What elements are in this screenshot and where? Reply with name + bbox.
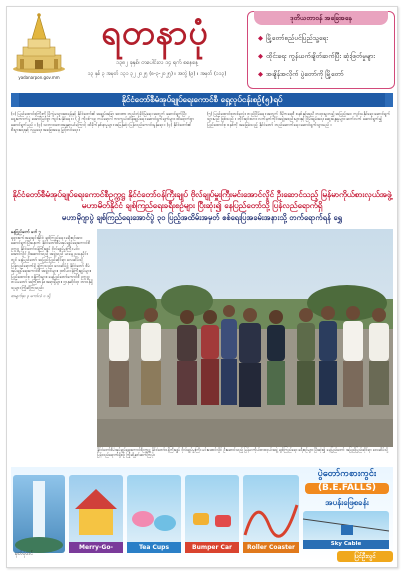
contents-heading: ဒုတိယတာဝန် အခြေအနေ xyxy=(254,11,388,25)
person-figure xyxy=(109,306,129,407)
bullet-icon: ◆ xyxy=(258,70,263,78)
logo-website: yadanarpon.gov.mm xyxy=(18,75,60,80)
publication-date: ၁၃၈၂ ခုနှစ်၊ တပေါင်းလ ၁၄ ရက် စနေနေ့ xyxy=(115,60,199,66)
newspaper-front-page xyxy=(6,6,398,568)
promo-city: ပြင်ဦးလွင် xyxy=(337,551,393,562)
promo-photo-sky-cable xyxy=(303,511,389,549)
objectives-text xyxy=(11,111,393,181)
promo-photo-merry-go-round xyxy=(69,475,123,562)
promo-photo-tea-cups xyxy=(127,475,181,553)
headline-line: မဟာမိတ်နိုင်ငံ ချစ်ကြည်ရေးခရီးစဉ်များ ပြီးဆုံး၍ နေပြည်တော်သို့ ပြန်လည်ရောက်ရှိ xyxy=(81,201,323,210)
promo-tile-label: Bumper Car xyxy=(185,542,239,553)
airport-welcome-photo xyxy=(97,229,393,447)
bullet-icon: ◆ xyxy=(258,52,263,60)
photo-caption: နိုင်ငံတော်စီမံအုပ်ချုပ်ရေးကောင်စီဥက္ကဋ္ဌ နိုင်ငံတော်ဝန်ကြီးချုပ် ဗိုလ်ချုပ်မှူးကြီး မင်းအောင်လှိုင် ဦးဆောင်သည့် မြန်မာကိုယ်စားလှယ်အဖွဲ့ ချစ်ကြည်ရေး ခရီးစဉ်များ ပြီးဆုံး၍ နေပြည်တော် အပြည်ပြည်ဆိုင်ရာ လေဆိပ်သို့ ပြန်လည်ရောက်ရှိစဉ် ကြိုဆိုနှုတ်ဆက်ကြပုံ။ xyxy=(97,447,388,457)
objectives-column-left: (၁) ပြည်ထောင်စုကြီးကို ပြိုကွဲမသွားစေရန်နှင့် နိုင်ငံတော်၏ အချုပ်အခြာ အာဏာ တည်တံ့ခိုင်မြဲရေး အတွက် ဆောင်ရွက်ပြီး ရွေးကောက်ပွဲ အောင်မြင်စွာ ကျင်းပနိုင်ရေး ။ (၂) ကိုဗစ်-၁၉ ကပ်ရောဂါ ကာကွယ်ထိန်းချုပ်ရေး ဆောင်ရွက်ချက်များ ထိရောက်စွာ ဆောင်ရွက်မည် ။ (၃) သဘာဝဘေးအန္တရာယ်ကြောင့် ထိခိုက်နစ်နာမှုများ အမြန်ဆုံး ပြန်လည်ကောင်းမွန်ရေး ။ (၄) နိုင်ငံတော်၏ စီးပွားရေးနှင့် လူမှုရေး အခြေအနေ မြှင့်တင်ရေး ။ xyxy=(11,111,195,133)
person-figure xyxy=(221,305,237,405)
promo-photo-waterfall xyxy=(13,475,65,553)
contents-item[interactable]: ◆ မြို့တော်စည်ပင်ပြည်သူ့ရေး xyxy=(258,34,328,42)
issue-info: ၁၃ နှစ် ၃ အမှတ် ၁၃၁ ၃၂ ၂၀၂၅ (၈-၃-၂၀၂၅) ။ အတွဲ (၉) ။ အမှတ် (၁၁၃) xyxy=(87,71,227,77)
objectives-column-right: (၅) ပြည်ထောင်စုတစ်ခုလုံး တည်ငြိမ်ရေး အတွက် ဒီမိုကရေစီ စနစ်နှင့်အညီ တရားမျှတ၍ အပြည့်အဝ ကျင်းပနိုင်ရေး ဆောင်ရွက်သွားမည် ဖြစ်သည် ။ တိုင်းရင်းသား လက်နက်ကိုင်အဖွဲ့အစည်းများနှင့် ငြိမ်းချမ်းရေး ဆွေးနွေးမှုများ ဆက်လက် ဆောင်ရွက်၍ ပြည်ထောင်စု စနစ်ကို အခြေခံသည့် နိုင်ငံတော် တည်ဆောက်ရေး ဆောင်ရွက်သွားမည် ။ xyxy=(207,111,391,127)
continued-note: စာမျက်နှာ ၃ ကော်လံ ၁ သို့ xyxy=(11,292,51,298)
article-dateline: နေပြည်တော် မတ် ၇ xyxy=(11,229,41,234)
contents-item[interactable]: ◆ ထိုင်းရေး ကွန်ယက်ချိတ်ဆက်ပြီး ဆုံးဖြတ်မှုများ xyxy=(258,52,375,60)
newspaper-logo xyxy=(11,11,67,87)
promo-subtitle: အပန်းဖြေစခန်း xyxy=(325,498,369,507)
promo-tile-label: Tea Cups xyxy=(127,542,181,553)
main-headline[interactable] xyxy=(11,189,393,227)
promo-photo-bumper-car xyxy=(185,475,239,553)
news-photo[interactable] xyxy=(97,229,393,447)
article-body xyxy=(11,229,93,461)
contents-item[interactable]: ◆ အချိန်အလိုက် ပွဲတော်ကို မြို့တော် xyxy=(258,70,344,78)
objectives-title: နိုင်ငံတော်စီမံအုပ်ချုပ်ရေးကောင်စီ ရှေ့လုပ်ငန်းစဉ်(၅)ရပ် xyxy=(19,93,385,107)
contents-box xyxy=(247,11,395,89)
article-text: ရုရှားဖက်ဒရေးရှင်းနိုင်ငံ ချစ်ကြည်ရေး ခရီးစဉ်အား ဆောင်ရွက်ပြီးနောက် နိုင်ငံတော်စီမံအုပ်ချုပ်ရေးကောင်စီ ဥက္ကဋ္ဌ နိုင်ငံတော်ဝန်ကြီးချုပ် ဗိုလ်ချုပ်မှူးကြီး မင်းအောင်လှိုင် ဦးဆောင်သည့် အဖွဲ့သည် ယနေ့ ညနေပိုင်းတွင် နေပြည်တော် အပြည်ပြည်ဆိုင်ရာ လေဆိပ်သို့ ပြန်လည်ရောက်ရှိ ခဲ့ကြသည်။ လေဆိပ်၌ နိုင်ငံတော် စီမံအုပ်ချုပ်ရေးကောင်စီ အဖွဲ့ဝင်များ၊ ဒုတိယဝန်ကြီးချုပ်များ၊ ပြည်ထောင်စု ဝန်ကြီးများ၊ နေပြည်တော်ကောင်စီ ဥက္ကဋ္ဌ၊ တပ်မတော် အကြီးတန်း အရာရှိများ၊ ဌာနဆိုင်ရာ တာဝန်ရှိသူများ ကြိုဆိုကြသည်။ xyxy=(11,234,93,290)
objectives-banner xyxy=(11,93,393,107)
headline-line: နိုင်ငံတော်စီမံအုပ်ချုပ်ရေးကောင်စီဥက္ကဋ္ဌ နိုင်ငံတော်ဝန်ကြီးချုပ် ဗိုလ်ချုပ်မှူးကြီးမင်းအောင်လှိုင် ဦးဆောင်သည့် မြန်မာကိုယ်စားလှယ်အဖွဲ့ xyxy=(12,190,392,199)
promo-title: ပွဲတော်ကစားကွင်း xyxy=(317,469,377,479)
bullet-icon: ◆ xyxy=(258,34,263,42)
pagoda-emblem-icon xyxy=(11,11,67,75)
promo-name: (B.E.FALLS) xyxy=(305,483,389,494)
promo-note: မှတ်ပုံတင် xyxy=(15,551,34,557)
promo-photo-roller-coaster xyxy=(243,475,299,553)
promo-tile-label: Merry-Go-Round xyxy=(69,542,123,553)
promo-tile-label: Sky Cable xyxy=(303,540,389,549)
person-figure xyxy=(343,306,363,407)
advertisement-banner[interactable] xyxy=(11,467,393,563)
newspaper-title: ရတနာပုံ xyxy=(101,13,209,53)
headline-subline: မဟာမိုဂျာပွဲ ချစ်ကြည်ရေးအောင်ပွဲ ၃၀ ပြည့်အထိမ်းအမှတ် စစ်ရေးပြအခမ်းအနားသို့ တက်ရောက်ရန် ရွှေ xyxy=(61,213,343,222)
promo-tile-label: Roller Coaster xyxy=(243,542,299,553)
